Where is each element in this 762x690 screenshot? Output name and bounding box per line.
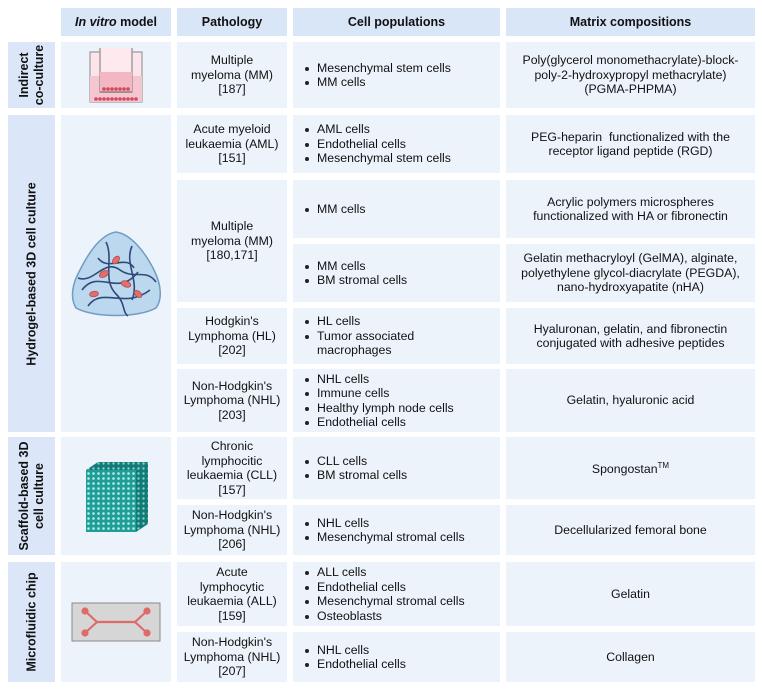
pathology-ref: [187] (218, 82, 246, 97)
group-scaffold (8, 437, 55, 555)
matrix-row-10 (506, 632, 755, 682)
group-label-line: cell culture (31, 463, 46, 529)
pathology-line: Acute myeloid (193, 122, 271, 137)
matrix-line: functionalized with HA or fibronectin (533, 209, 728, 223)
cell-item: Osteoblasts (303, 609, 465, 624)
model-cell-hydrogel (61, 115, 171, 432)
scaffold-icon (76, 456, 156, 536)
cell-item: NHL cells (303, 516, 465, 531)
matrix-line: Gelatin, hyaluronic acid (566, 393, 695, 408)
model-cell-scaffold (61, 437, 171, 555)
cell-item: MM cells (303, 202, 366, 217)
model-cell-indirect (61, 42, 171, 108)
cell-item-continuation: macrophages (317, 343, 392, 358)
pathology-line: Multiple (210, 53, 254, 68)
cell-item: Mesenchymal stem cells (303, 61, 451, 76)
cell-item: Mesenchymal stromal cells (303, 594, 465, 609)
matrix-line: Hyaluronan, gelatin, and fibronectin (533, 321, 728, 336)
pathology-cll-157 (177, 437, 287, 499)
cells-row-4 (293, 244, 500, 302)
cell-item: Immune cells (303, 386, 454, 401)
matrix-line: Spongostan (591, 462, 658, 477)
cell-item: AML cells (303, 122, 451, 137)
model-cell-microfluidic (61, 562, 171, 682)
pathology-nhl-203 (177, 369, 287, 432)
cell-item: Endothelial cells (303, 657, 406, 672)
pathology-ref: [180,171] (206, 248, 258, 263)
cell-item: ALL cells (303, 565, 465, 580)
group-label-line: Hydrogel-based 3D cell culture (24, 181, 38, 366)
group-microfluidic (8, 562, 55, 682)
header-pathology: Pathology (177, 8, 287, 36)
pathology-line: Chronic (210, 439, 254, 453)
pathology-ref: [157] (218, 482, 246, 497)
matrix-line: polyethylene glycol-diacrylate (PEGDA), (521, 265, 740, 280)
hydrogel-icon (68, 228, 164, 320)
cell-item: Endothelial cells (303, 137, 451, 152)
pathology-line: lymphocytic (199, 579, 265, 594)
cell-item: Endothelial cells (303, 580, 465, 595)
header-matrix-compositions: Matrix compositions (506, 8, 755, 36)
group-indirect-coculture (8, 42, 55, 108)
pathology-line: Non-Hodgkin's (191, 508, 273, 523)
matrix-line: PEG-heparin functionalized with the (531, 129, 730, 144)
pathology-line: leukaemia (ALL) (187, 594, 277, 608)
cells-row-7 (293, 437, 500, 499)
cell-item: HL cells (303, 314, 414, 329)
matrix-row-5 (506, 308, 755, 364)
cell-item: Endothelial cells (303, 415, 454, 430)
pathology-all-159 (177, 562, 287, 626)
cells-row-9 (293, 562, 500, 626)
pathology-mm-187 (177, 42, 287, 108)
microfluidic-chip-icon (71, 602, 161, 642)
cell-item: MM cells (303, 259, 407, 274)
matrix-line: Acrylic polymers microspheres (547, 194, 714, 209)
pathology-aml-151 (177, 115, 287, 173)
cell-item: Mesenchymal stem cells (303, 151, 451, 166)
header-cell-populations: Cell populations (293, 8, 500, 36)
cell-item: CLL cells (303, 454, 407, 469)
group-label-line: Scaffold-based 3D (16, 441, 31, 551)
matrix-row-7 (506, 437, 755, 499)
matrix-line: conjugated with adhesive peptides (536, 336, 725, 350)
matrix-row-6 (506, 369, 755, 432)
pathology-line: Non-Hodgkin's (191, 635, 273, 650)
group-label-line: co-culture (31, 44, 46, 106)
matrix-row-8 (506, 505, 755, 555)
matrix-row-9 (506, 562, 755, 626)
pathology-line: lymphocitic (201, 453, 263, 468)
cell-item: NHL cells (303, 372, 454, 387)
pathology-ref: [151] (218, 151, 246, 166)
pathology-line: Lymphoma (NHL) (183, 393, 281, 408)
pathology-line: Multiple (210, 219, 254, 234)
cells-row-3 (293, 180, 500, 238)
cell-item: Tumor associated (303, 329, 414, 344)
pathology-ref: [202] (218, 343, 246, 358)
matrix-line: Gelatin (611, 586, 650, 601)
matrix-row-1 (506, 42, 755, 108)
cell-item: BM stromal cells (303, 468, 407, 483)
cell-item: Mesenchymal stromal cells (303, 530, 465, 545)
cells-row-10 (293, 632, 500, 682)
cell-item: NHL cells (303, 643, 406, 658)
cell-item: BM stromal cells (303, 273, 407, 288)
cells-row-5 (293, 308, 500, 364)
pathology-hl-202 (177, 308, 287, 364)
matrix-line: Gelatin methacryloyl (GelMA), alginate, (523, 251, 738, 266)
pathology-line: Lymphoma (NHL) (183, 649, 281, 664)
matrix-line: receptor ligand peptide (RGD) (548, 144, 713, 158)
cell-item: MM cells (303, 75, 451, 90)
pathology-line: leukaemia (AML) (185, 136, 279, 151)
cells-row-6 (293, 369, 500, 432)
matrix-row-4 (506, 244, 755, 302)
pathology-line: Hodgkin's (205, 314, 259, 329)
matrix-line: Collagen (606, 649, 655, 664)
matrix-line: nano-hydroxyapatite (nHA) (557, 280, 704, 295)
cell-item: Healthy lymph node cells (303, 401, 454, 416)
cells-row-8 (293, 505, 500, 555)
pathology-line: Non-Hodgkin's (191, 378, 273, 393)
cells-row-1 (293, 42, 500, 108)
pathology-line: myeloma (MM) (191, 67, 273, 82)
pathology-ref: [203] (218, 407, 246, 422)
pathology-ref: [206] (218, 537, 246, 552)
matrix-line: Decellularized femoral bone (554, 522, 707, 537)
pathology-ref: [159] (218, 608, 246, 623)
header-model-rest: model (116, 14, 157, 29)
pathology-ref: [207] (218, 664, 246, 679)
pathology-line: leukaemia (CLL) (186, 468, 278, 482)
matrix-row-2 (506, 115, 755, 173)
cells-row-2 (293, 115, 500, 173)
header-model-italic: In vitro (75, 14, 117, 29)
pathology-line: Lymphoma (NHL) (183, 522, 281, 537)
matrix-row-3 (506, 180, 755, 238)
matrix-line: poly-2-hydroxypropyl methacrylate) (534, 67, 727, 82)
trademark-mark: TM (657, 461, 670, 471)
group-label-line: Microfluidic chip (24, 572, 38, 672)
header-model (61, 8, 171, 36)
pathology-nhl-207 (177, 632, 287, 682)
matrix-line: (PGMA-PHPMA) (584, 82, 677, 97)
group-label-line: Indirect (16, 52, 31, 98)
pathology-mm-180 (177, 180, 287, 302)
pathology-line: Acute (216, 565, 248, 579)
transwell-icon (86, 46, 146, 104)
pathology-nhl-206 (177, 505, 287, 555)
pathology-line: myeloma (MM) (191, 233, 273, 248)
group-hydrogel (8, 115, 55, 432)
pathology-line: Lymphoma (HL) (188, 328, 276, 343)
matrix-line: Poly(glycerol monomethacrylate)-block- (522, 53, 739, 68)
